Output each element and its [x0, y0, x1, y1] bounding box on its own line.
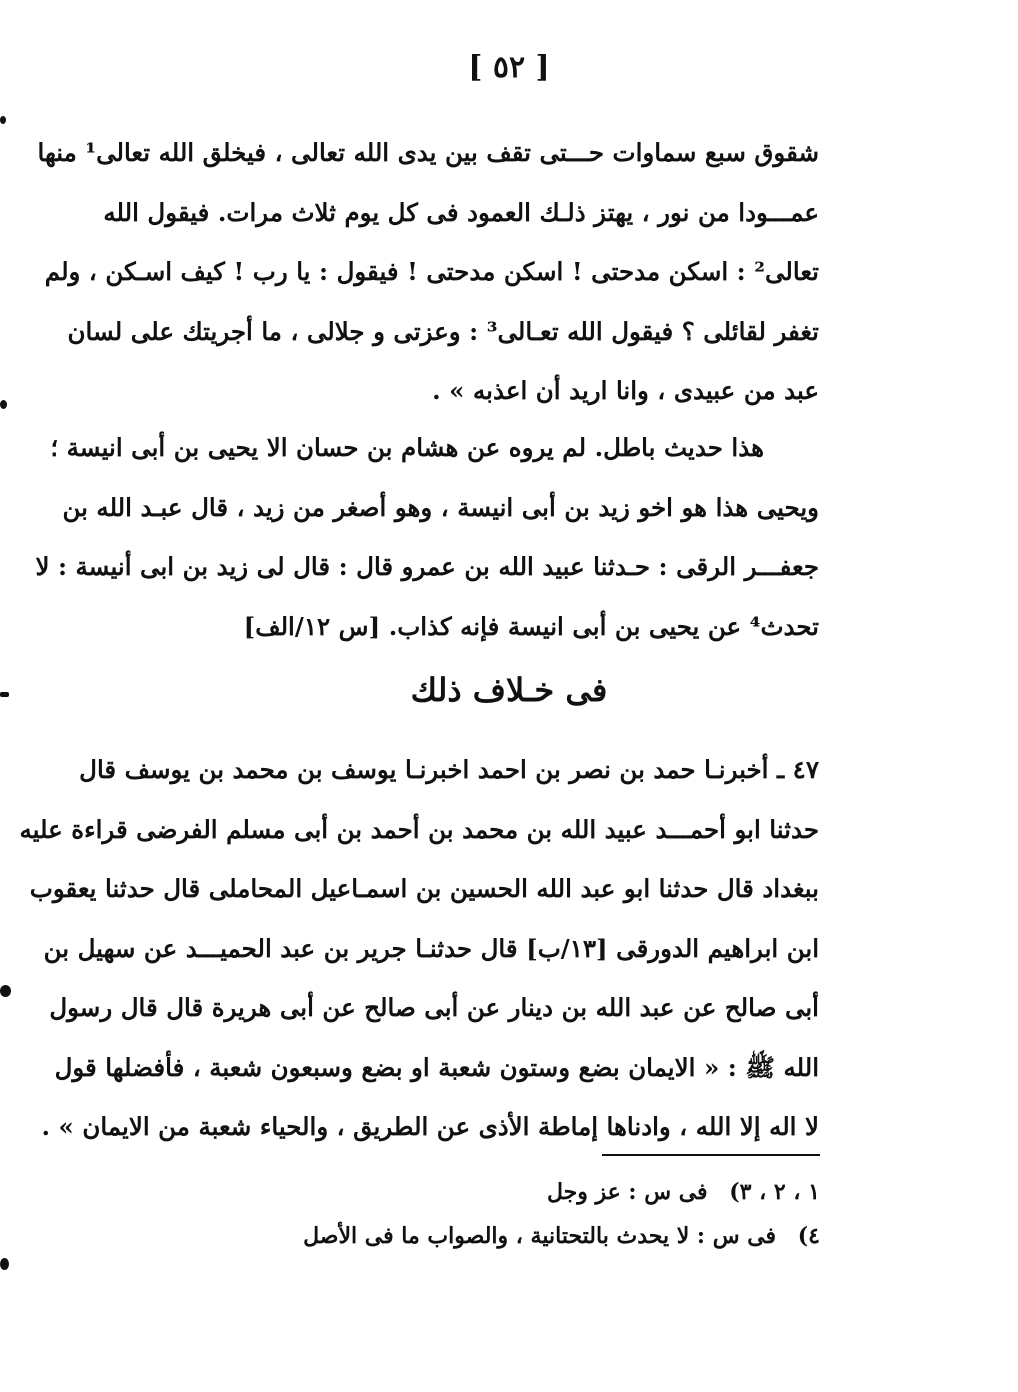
text-line: عبد من عبيدى ، وانا اريد أن اعذبه » . — [432, 376, 819, 405]
text-line: ابن ابراهيم الدورقى [١٣/ب] قال حدثنـا جرير بن عبد الحميـــد عن سهيل بن — [43, 933, 819, 963]
text-line: حدثنا ابو أحمـــد عبيد الله بن محمد بن أحمد بن أبى مسلم الفرضى قراءة عليه — [19, 814, 819, 844]
text-line: أبى صالح عن عبد الله بن دينار عن أبى صالح عن أبى هريرة قال قال رسول — [49, 993, 819, 1022]
paragraph-1 — [37, 123, 819, 421]
scan-speck — [0, 400, 7, 409]
footnote-divider — [602, 1154, 820, 1156]
text-line: الله ﷺ : « الايمان بضع وستون شعبة او بضع وسبعون شعبة ، فأفضلها قول — [54, 1052, 819, 1082]
text-line: جعفـــر الرقى : حـدثنا عبيد الله بن عمرو قال : قال لى زيد بن ابى أنيسة : لا — [35, 552, 819, 581]
scan-speck — [0, 1258, 9, 1270]
text-line: شقوق سبع سماوات حـــتى تقف بين يدى الله تعالى ، فيخلق الله تعالى¹ منها — [37, 138, 819, 167]
text-line: لا اله إلا الله ، وادناها إماطة الأذى عن الطريق ، والحياء شعبة من الايمان » . — [41, 1112, 819, 1141]
text-line: ويحيى هذا هو اخو زيد بن أبى انيسة ، وهو أصغر من زيد ، قال عبـد الله بن — [62, 492, 819, 522]
text-line: عمـــودا من نور ، يهتز ذلـك العمود فى كل يوم ثلاث مرات. فيقول الله — [103, 197, 819, 227]
footnote-marker: ٤) — [797, 1223, 820, 1249]
text-line: ٤٧ ـ أخبرنـا حمد بن نصر بن احمد اخبرنـا يوسف بن محمد بن يوسف قال — [79, 755, 819, 784]
text-line: تعالى² : اسكن مدحتى ! اسكن مدحتى ! فيقول : يا رب ! كيف اسـكن ، ولم — [44, 257, 819, 286]
footnote-text: فى س : لا يحدث بالتحتانية ، والصواب ما فى الأصل — [303, 1223, 777, 1249]
footnote-marker: ١ ، ٢ ، ٣) — [729, 1179, 820, 1205]
section-heading: فى خـلاف ذلك — [410, 671, 608, 709]
scan-speck — [0, 692, 9, 697]
footnote-text: فى س : عز وجل — [546, 1179, 708, 1205]
text-line: هذا حديث باطل. لم يروه عن هشام بن حسان الا يحيى بن أبى انيسة ؛ — [50, 433, 764, 462]
paragraph-3 — [19, 740, 819, 1157]
scan-speck — [0, 985, 11, 997]
page-number: [ ٥٢ ] — [468, 50, 550, 85]
paragraph-2 — [35, 418, 819, 656]
footnote — [303, 1214, 820, 1258]
footnotes — [303, 1170, 820, 1258]
text-line: تغفر لقائلى ؟ فيقول الله تعـالى³ : وعزتى و جلالى ، ما أجريتك على لسان — [67, 316, 819, 346]
footnote — [303, 1170, 820, 1214]
text-line: ببغداد قال حدثنا ابو عبد الله الحسين بن اسمـاعيل المحاملى قال حدثنا يعقوب — [29, 874, 819, 903]
text-line: تحدث⁴ عن يحيى بن أبى انيسة فإنه كذاب. [س ١٢/الف] — [243, 611, 819, 641]
scan-speck — [0, 116, 6, 124]
